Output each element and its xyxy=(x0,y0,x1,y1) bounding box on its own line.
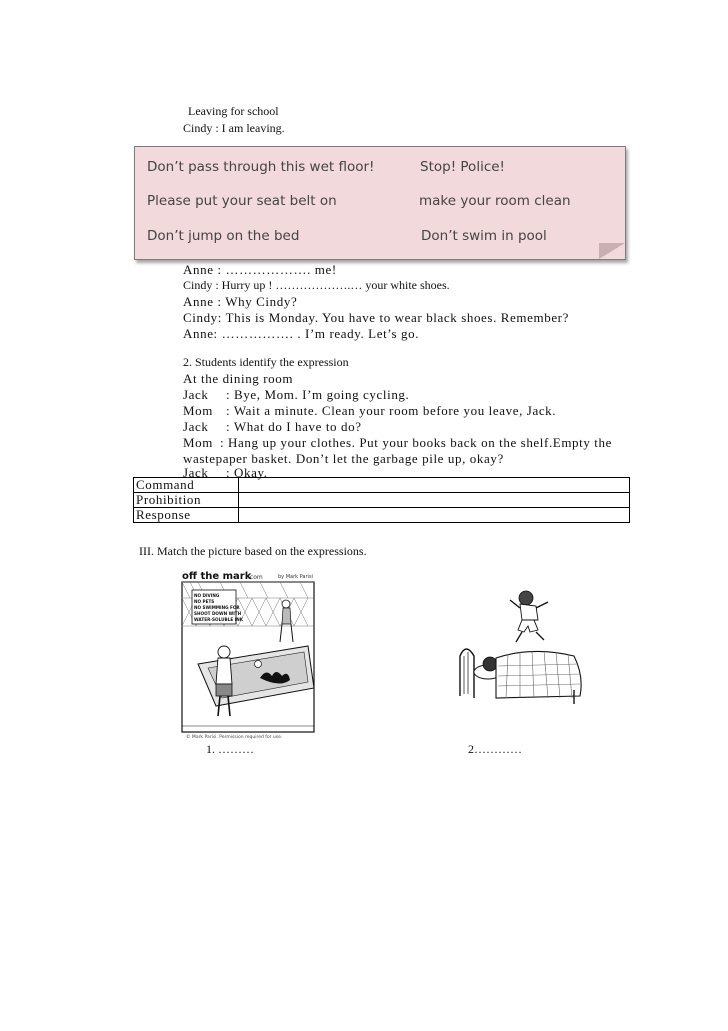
cartoon-credit: by Mark Parisi xyxy=(278,574,313,580)
section-2-place: At the dining room xyxy=(183,371,294,386)
dialog-line: Anne: ……………. . I’m ready. Let’s go. xyxy=(183,326,420,341)
dialog-text: : Okay. xyxy=(226,465,268,480)
section-3-title: III. Match the picture based on the expressions. xyxy=(139,544,367,558)
header-line-2: Cindy : I am leaving. xyxy=(183,121,285,135)
dialog-line: Anne : Why Cindy? xyxy=(183,294,298,309)
dialog-speaker: Jack xyxy=(183,465,209,480)
page-curl-icon xyxy=(599,243,625,259)
bed-cartoon-image xyxy=(452,586,600,706)
answer-cell-command[interactable] xyxy=(239,478,630,493)
dialog-text: wastepaper basket. Don’t let the garbage pile up, okay? xyxy=(183,451,504,466)
dialog-line: Anne : ………………. me! xyxy=(183,262,337,277)
svg-text:NO DIVING NO PETS NO S: NO DIVING NO PETS NO SWIMMING FOR SHOOT DOWN WITH WATER-SOLUBLE INK xyxy=(194,593,244,622)
dialog-speaker: Mom xyxy=(183,403,213,418)
dialog-speaker: Mom xyxy=(183,435,213,450)
row-label-command: Command xyxy=(134,478,239,493)
dialog-text: : Hang up your clothes. Put your books back on the shelf.Empty the xyxy=(220,435,612,450)
row-label-prohibition: Prohibition xyxy=(134,493,239,508)
note-item: Don’t pass through this wet floor! xyxy=(147,159,375,175)
table-row xyxy=(134,478,630,493)
cartoon-brand-suffix: .com xyxy=(248,574,263,581)
answer-cell-response[interactable] xyxy=(239,508,630,523)
dialog-speaker: Jack xyxy=(183,419,209,434)
caption-2: 2………… xyxy=(468,742,522,756)
dialog-text: : Bye, Mom. I’m going cycling. xyxy=(226,387,410,402)
table-row xyxy=(134,508,630,523)
note-item: Stop! Police! xyxy=(420,159,505,175)
note-item: Don’t jump on the bed xyxy=(147,228,300,244)
dialog-speaker: Jack xyxy=(183,387,209,402)
expression-note-box xyxy=(134,146,626,260)
cartoon-copyright: © Mark Parisi. Permission required for use. xyxy=(186,735,283,740)
section-2-title: 2. Students identify the expression xyxy=(183,355,349,369)
dialog-text: : What do I have to do? xyxy=(226,419,362,434)
dialog-line: Cindy: This is Monday. You have to wear black shoes. Remember? xyxy=(183,310,569,325)
expression-table xyxy=(133,477,630,523)
cartoon-brand: off the mark xyxy=(182,571,252,582)
header-line-1: Leaving for school xyxy=(188,104,279,118)
dialog-text: : Wait a minute. Clean your room before you leave, Jack. xyxy=(226,403,557,418)
caption-1: 1. ……… xyxy=(206,742,254,756)
row-label-response: Response xyxy=(134,508,239,523)
table-row xyxy=(134,493,630,508)
note-item: make your room clean xyxy=(419,193,571,209)
note-item: Don’t swim in pool xyxy=(421,228,547,244)
answer-cell-prohibition[interactable] xyxy=(239,493,630,508)
dialog-line: Cindy : Hurry up ! ……………….… your white shoes. xyxy=(183,278,450,292)
note-item: Please put your seat belt on xyxy=(147,193,337,209)
pool-cartoon-image xyxy=(180,568,316,740)
